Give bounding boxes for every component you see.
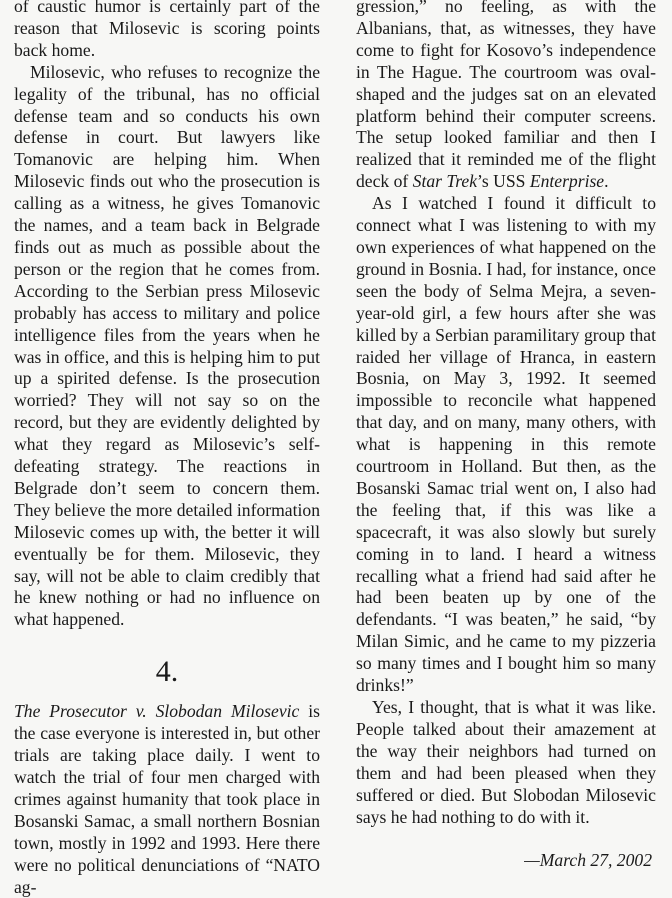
left-column [14, 0, 320, 898]
paragraph-prosecutor-case [14, 701, 320, 898]
paragraph-courtroom [356, 0, 656, 193]
right-column [356, 0, 656, 872]
star-trek-title: Star Trek [412, 171, 478, 192]
paragraph-continued: of caustic humor is certainly part of the reason that Milosevic is scoring points back home. [14, 0, 320, 60]
section-number: 4. [155, 655, 179, 689]
case-title: The Prosecutor v. Slobodan Milosevic [14, 701, 300, 722]
courtroom-text-end: . [604, 171, 609, 192]
courtroom-text: gression,” no feeling, as with the Albanians, that, as witnesses, they have come to fight for Kosovo’s independence in The Hague. The courtroom was oval-shaped and the judges sat on an elevated platform behind their computer screens. The setup looked familiar and then I realized that it reminded me of the flight deck of [356, 0, 656, 192]
paragraph-milosevic-defense: Milosevic, who refuses to recognize the legality of the tribunal, has no official defense team and so conducts his own defense in court. But lawyers like Tomanovic are helping him. When Milosevic finds out who the prosecution is calling as a witness, he gives Tomanovic the names, and a team back in Belgrade finds out as much as possible about the person or the region that he comes from. According to the Serbian press Milosevic probably has access to military and police intelligence files from the years when he was in office, and this is helping him to put up a spirited defense. Is the prosecution worried? They will not say so on the record, but they are evidently delighted by what they regard as Milosevic’s self-defeating strategy. The reactions in Belgrade don’t seem to concern them. They believe the more detailed information Milosevic comes up with, the better it will eventually be for them. Milosevic, they say, will not be able to claim credibly that he knew nothing or had no influence on what happened. [14, 61, 320, 630]
paragraph-prosecutor-case-text: is the case everyone is interested in, but other trials are taking place daily. I went to watch the trial of four men charged with crimes against humanity that took place in Bosanski Samac, a small northern Bosnian town, mostly in 1992 and 1993. Here there were no political denunciations of “NATO ag- [14, 701, 320, 897]
paragraph-conclusion: Yes, I thought, that is what it was like. People talked about their amazement at the way their neighbors had turned on them and had been pleased when they suffered or died. But Slobodan Milosevic says he had nothing to do with it. [356, 697, 656, 827]
enterprise-title: Enterprise [529, 171, 605, 192]
courtroom-text-mid: ’s USS [477, 171, 530, 192]
dateline: —March 27, 2002 [524, 850, 652, 871]
paragraph-bosnia-experience: As I watched I found it difficult to connect what I was listening to with my own experiences of what happened on the ground in Bosnia. I had, for instance, once seen the body of Selma Mejra, a seven-year-old girl, a few hours after she was killed by a Serbian paramilitary group that raided her village of Hranca, in eastern Bosnia, on May 3, 1992. It seemed impossible to reconcile what happened that day, and on many, many others, with what is happening in this remote courtroom in Holland. But then, as the Bosanski Samac trial went on, I also had the feeling that, if this was like a spacecraft, it was also slowly but surely coming in to land. I heard a witness recalling what a friend had said after he had been beaten up by one of the defendants. “I was beaten,” he said, “by Milan Simic, and he came to my pizzeria so many times and I bought him so many drinks!” [356, 193, 656, 696]
